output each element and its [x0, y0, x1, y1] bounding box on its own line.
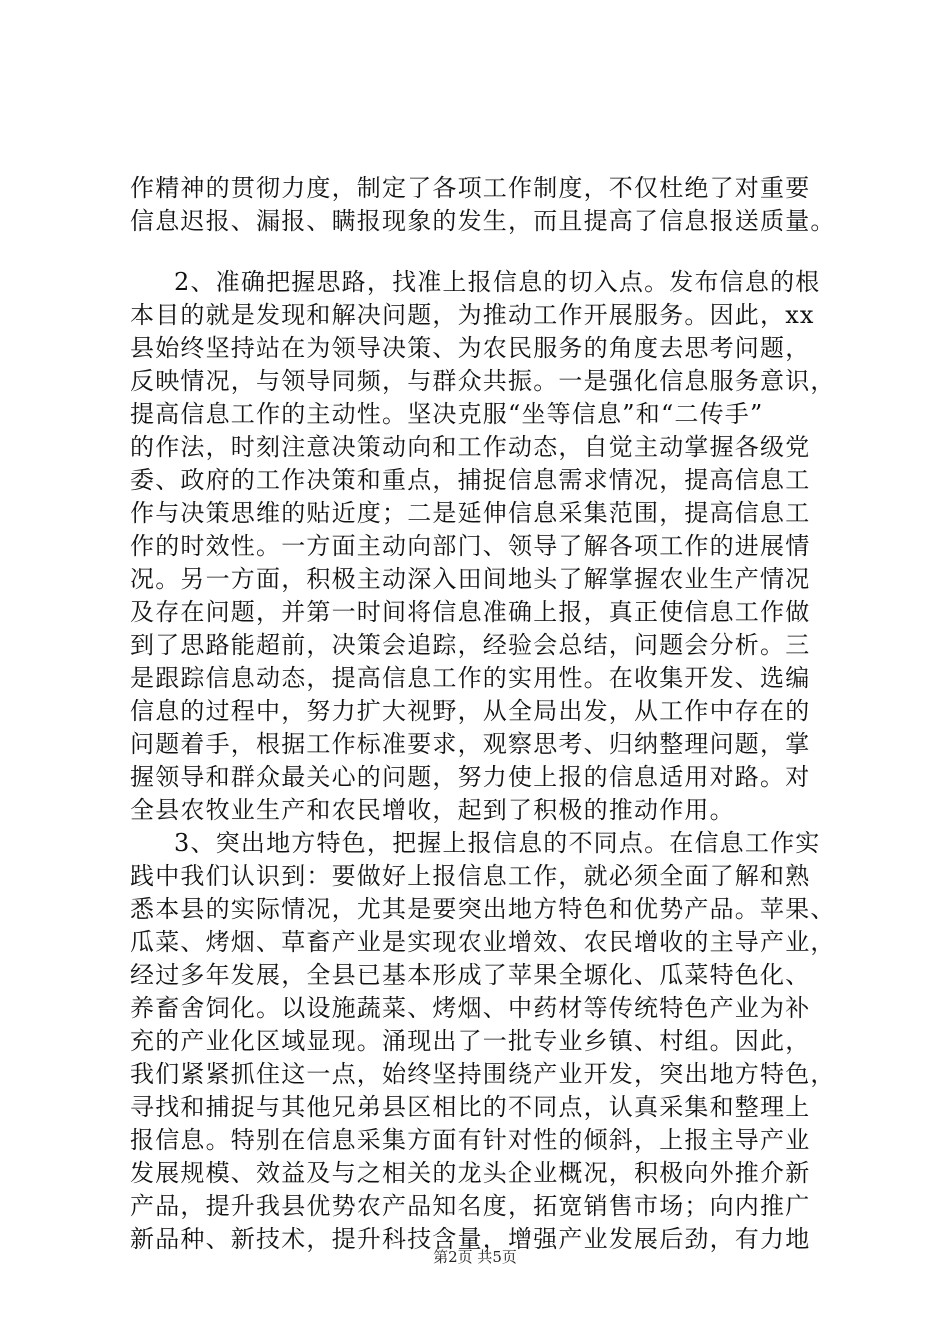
- text-line: 产品，提升我县优势农产品知名度，拓宽销售市场；向内推广: [130, 1192, 811, 1220]
- text-line: 经过多年发展，全县已基本形成了苹果全塬化、瓜菜特色化、: [130, 961, 811, 989]
- text-line: 信息迟报、漏报、瞒报现象的发生，而且提高了信息报送质量。: [130, 207, 836, 235]
- text-line: 握领导和群众最关心的问题，努力使上报的信息适用对路。对: [130, 763, 811, 791]
- paragraph-1: [130, 172, 840, 238]
- text-line: 报信息。特别在信息采集方面有针对性的倾斜，上报主导产业: [130, 1126, 811, 1154]
- text-line: 作精神的贯彻力度，制定了各项工作制度，不仅杜绝了对重要: [130, 174, 811, 202]
- text-line: 及存在问题，并第一时间将信息准确上报，真正使信息工作做: [130, 598, 811, 626]
- text-line: 到了思路能超前，决策会追踪，经验会总结，问题会分析。三: [130, 631, 811, 659]
- text-line: 悉本县的实际情况，尤其是要突出地方特色和优势产品。苹果、: [130, 895, 836, 923]
- text-line: 寻找和捕捉与其他兄弟县区相比的不同点，认真采集和整理上: [130, 1093, 811, 1121]
- text-line: 瓜菜、烤烟、草畜产业是实现农业增效、农民增收的主导产业，: [130, 928, 836, 956]
- text-line: 新品种、新技术，提升科技含量，增强产业发展后劲，有力地: [130, 1225, 811, 1253]
- text-line: 作与决策思维的贴近度；二是延伸信息采集范围，提高信息工: [130, 499, 811, 527]
- text-line: 我们紧紧抓住这一点，始终坚持围绕产业开发，突出地方特色，: [130, 1060, 836, 1088]
- text-line: 县始终坚持站在为领导决策、为农民服务的角度去思考问题，: [130, 334, 811, 362]
- text-line: 况。另一方面，积极主动深入田间地头了解掌握农业生产情况: [130, 565, 811, 593]
- document-body: [130, 172, 840, 1256]
- paragraph-3: [130, 827, 840, 1256]
- text-line: 信息的过程中，努力扩大视野，从全局出发，从工作中存在的: [130, 697, 811, 725]
- text-line: 本目的就是发现和解决问题，为推动工作开展服务。因此，xx: [130, 301, 815, 329]
- text-line: 反映情况，与领导同频，与群众共振。一是强化信息服务意识，: [130, 367, 836, 395]
- text-line: 提高信息工作的主动性。坚决克服“坐等信息”和“二传手”: [130, 400, 764, 428]
- text-line: 2、准确把握思路，找准上报信息的切入点。发布信息的根: [174, 268, 821, 296]
- text-line: 养畜舍饲化。以设施蔬菜、烤烟、中药材等传统特色产业为补: [130, 994, 811, 1022]
- text-line: 践中我们认识到：要做好上报信息工作，就必须全面了解和熟: [130, 862, 811, 890]
- text-line: 3、突出地方特色，把握上报信息的不同点。在信息工作实: [174, 829, 821, 857]
- text-line: 作的时效性。一方面主动向部门、领导了解各项工作的进展情: [130, 532, 811, 560]
- text-line: 发展规模、效益及与之相关的龙头企业概况，积极向外推介新: [130, 1159, 811, 1187]
- text-line: 全县农牧业生产和农民增收，起到了积极的推动作用。: [130, 796, 735, 824]
- paragraph-2: [130, 266, 840, 827]
- page-number-footer: 第2页 共5页: [433, 1248, 517, 1266]
- text-line: 的作法，时刻注意决策动向和工作动态，自觉主动掌握各级党: [130, 433, 811, 461]
- paragraph-gap: [130, 238, 840, 266]
- text-line: 是跟踪信息动态，提高信息工作的实用性。在收集开发、选编: [130, 664, 811, 692]
- text-line: 问题着手，根据工作标准要求，观察思考、归纳整理问题，掌: [130, 730, 811, 758]
- text-line: 委、政府的工作决策和重点，捕捉信息需求情况，提高信息工: [130, 466, 811, 494]
- text-line: 充的产业化区域显现。涌现出了一批专业乡镇、村组。因此，: [130, 1027, 811, 1055]
